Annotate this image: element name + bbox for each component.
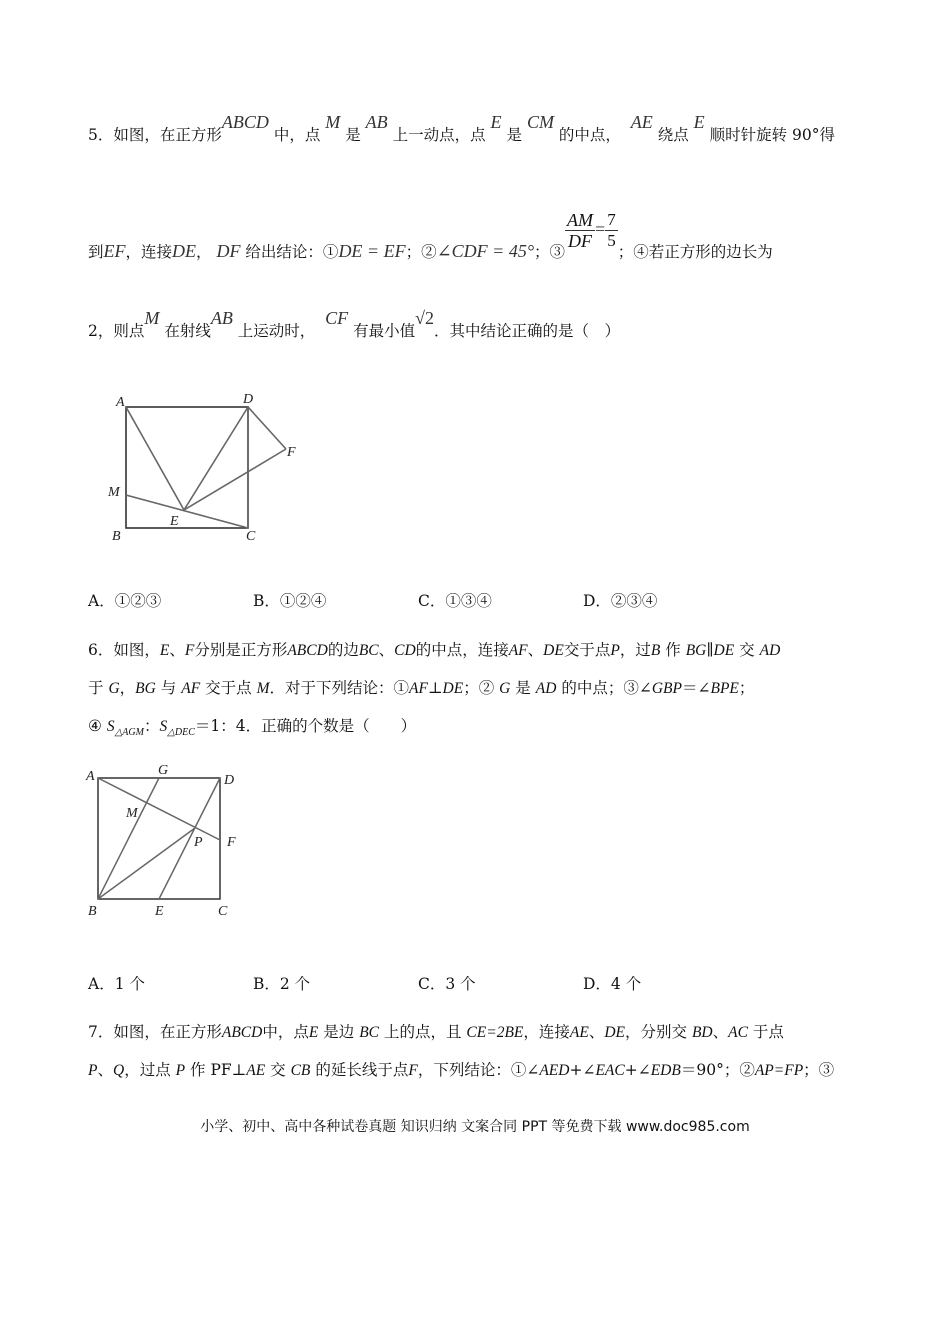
q5-fraction-am-df: $\frac{AM}{DF}$ [567,210,594,251]
q6-label-b: B [88,904,97,919]
q5-label-c: C [246,529,256,544]
q6-label-p: P [194,835,203,850]
q5-line-2: 到EF，连接DE， DF 给出结论：①DE = EF；②∠CDF = 45°；③ $\frac{AM}{DF}$ = $\frac{7}{5}$ ；④若正方形的边长为 [88,210,773,261]
q5-label-f: F [287,445,296,460]
q6-option-c[interactable]: C．3 个 [418,975,476,993]
q6-line-3: ④ $S_{\triangle AGM}$：$S_{\triangle DEC}=1$：4．正确的个数是（ ） [88,717,417,739]
q6-label-m: M [126,806,138,821]
q5-fraction-7-5: $\frac{7}{5}$ [607,210,616,250]
q6-label-d: D [224,773,235,788]
q6-line-2: 于 G，BG 与 AF 交于点 M．对于下列结论：①AF⊥DE；② G 是 AD 的中点；③∠GBP＝∠BPE； [88,679,755,697]
q6-option-a[interactable]: A．1 个 [88,975,145,993]
page-footer: 小学、初中、高中各种试卷真题 知识归纳 文案合同 PPT 等免费下载 www.doc985.com [200,1119,750,1135]
q5-label-a: A [116,395,125,410]
q6-label-f: F [227,835,236,850]
q5-line-1: 5．如图，在正方形ABCD 中，点 M 是 AB 上一动点，点 E 是 CM 的中点， AE 绕点 E 顺时针旋转 90°得 [88,112,835,144]
q5-figure [100,385,310,550]
q6-label-a: A [86,769,95,784]
q5-option-c[interactable]: C．①③④ [418,592,492,610]
q5-label-d: D [243,392,254,407]
q7-line-1: 7．如图，在正方形ABCD中，点E 是边 BC 上的点，且 CE=2BE，连接AE、DE，分别交 BD、AC 于点 [88,1023,784,1041]
q6-option-b[interactable]: B．2 个 [253,975,311,993]
q5-option-d[interactable]: D．②③④ [583,592,658,610]
q5-label-m: M [108,485,120,500]
q5-option-a[interactable]: A．①②③ [88,592,162,610]
q6-line-1: 6．如图，E、F分别是正方形ABCD的边BC、CD的中点，连接AF、DE交于点P，过B 作 BG∥DE 交 AD [88,641,781,659]
q7-line-2: P、Q，过点 P 作 PF⊥AE 交 CB 的延长线于点F，下列结论：①∠AED+∠EAC+∠EDB＝90°；②AP=FP；③ [88,1061,835,1079]
q6-label-g: G [158,763,169,778]
q6-option-d[interactable]: D．4 个 [583,975,642,993]
q5-option-b[interactable]: B．①②④ [253,592,327,610]
q6-label-e: E [155,904,164,919]
q5-label-e: E [170,514,179,529]
q5-label-b: B [112,529,121,544]
q5-line-3: 2，则点M 在射线AB 上运动时， CF 有最小值√2．其中结论正确的是（ ） [88,308,621,340]
q6-label-c: C [218,904,228,919]
q6-figure [84,758,254,928]
